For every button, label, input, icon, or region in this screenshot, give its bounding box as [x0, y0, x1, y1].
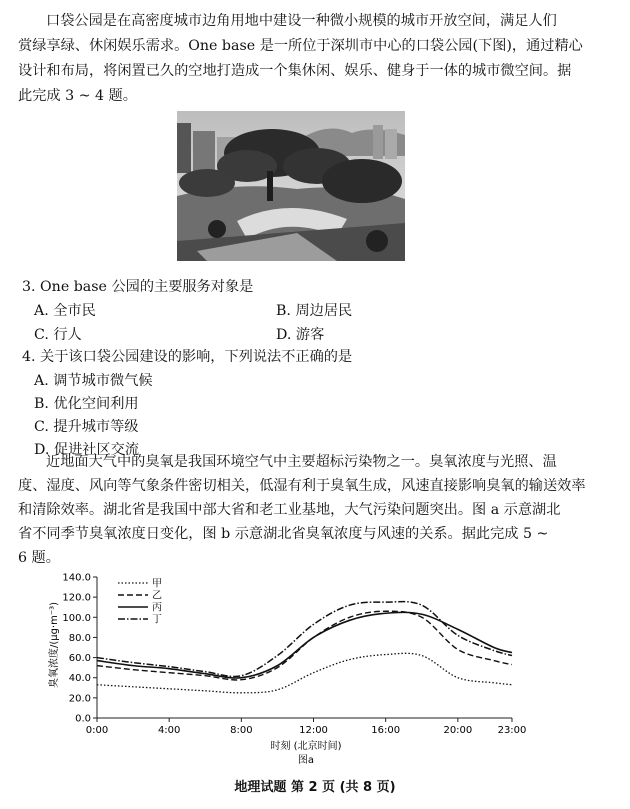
pocket-park-photo [177, 111, 405, 261]
y-tick-label: 120.0 [62, 592, 91, 604]
y-tick-label: 100.0 [62, 612, 91, 624]
passage-line: 和清除效率。湖北省是我国中部大省和老工业基地，大气污染问题突出。图 a 示意湖北 [18, 502, 561, 518]
passage-line: 近地面大气中的臭氧是我国环境空气中主要超标污染物之一。臭氧浓度与光照、温 [46, 454, 557, 470]
x-tick-label: 23:00 [497, 725, 527, 736]
ozone-diurnal-chart [0, 565, 630, 770]
passage-line: 赏绿享绿、休闲娱乐需求。One base 是一所位于深圳市中心的口袋公园(下图)，通过精心 [18, 38, 583, 54]
passage-line: 设计和布局，将闲置已久的空地打造成一个集休闲、娱乐、健身于一体的城市微空间。据 [18, 63, 572, 79]
q4-option-b: B. 优化空间利用 [34, 396, 139, 412]
y-tick-label: 20.0 [68, 693, 91, 705]
chart-caption: 图a [297, 755, 315, 766]
q4-option-d: D. 促进社区交流 [34, 442, 140, 458]
x-tick-label: 8:00 [230, 725, 253, 736]
q4-option-a: A. 调节城市微气候 [34, 373, 153, 389]
q4-option-c: C. 提升城市等级 [34, 419, 139, 435]
y-axis-label: 臭氧浓度/(μg·m⁻³) [49, 601, 60, 689]
q3-option-d: D. 游客 [276, 327, 325, 343]
x-tick-label: 12:00 [299, 725, 328, 736]
passage-pocket-park [18, 9, 612, 109]
q3-option-c: C. 行人 [34, 327, 82, 343]
legend-label: 乙 [152, 590, 162, 602]
q3-option-a: A. 全市民 [34, 303, 96, 319]
x-axis-label: 时刻 (北京时间) [270, 741, 342, 752]
passage-ozone [18, 450, 612, 570]
legend-label: 丁 [152, 614, 162, 626]
y-tick-label: 80.0 [68, 632, 91, 644]
passage-line: 6 题。 [18, 550, 60, 566]
passage-line: 省不同季节臭氧浓度日变化，图 b 示意湖北省臭氧浓度与风速的关系。据此完成 5 ~ [18, 526, 549, 542]
question-4-stem: 4. 关于该口袋公园建设的影响，下列说法不正确的是 [22, 349, 353, 365]
y-tick-label: 140.0 [62, 572, 91, 584]
passage-line: 此完成 3 ~ 4 题。 [18, 88, 137, 104]
y-tick-label: 40.0 [68, 673, 91, 685]
passage-line: 口袋公园是在高密度城市边角用地中建设一种微小规模的城市开放空间，满足人们 [46, 13, 557, 29]
q3-option-b: B. 周边居民 [276, 303, 353, 319]
x-tick-label: 4:00 [157, 725, 181, 736]
legend-label: 甲 [152, 578, 162, 590]
page-footer: 地理试题 第 2 页 (共 8 页) [234, 780, 396, 795]
x-tick-label: 16:00 [371, 725, 401, 736]
passage-line: 度、湿度、风向等气象条件密切相关，低湿有利于臭氧生成，风速直接影响臭氧的输送效率 [18, 478, 586, 494]
x-tick-label: 20:00 [443, 725, 473, 736]
legend-label: 丙 [152, 602, 162, 614]
question-3-stem: 3. One base 公园的主要服务对象是 [22, 279, 254, 295]
y-tick-label: 0.0 [75, 713, 91, 725]
y-tick-label: 60.0 [68, 653, 91, 665]
series-line-甲 [97, 653, 512, 693]
x-tick-label: 0:00 [85, 725, 109, 736]
